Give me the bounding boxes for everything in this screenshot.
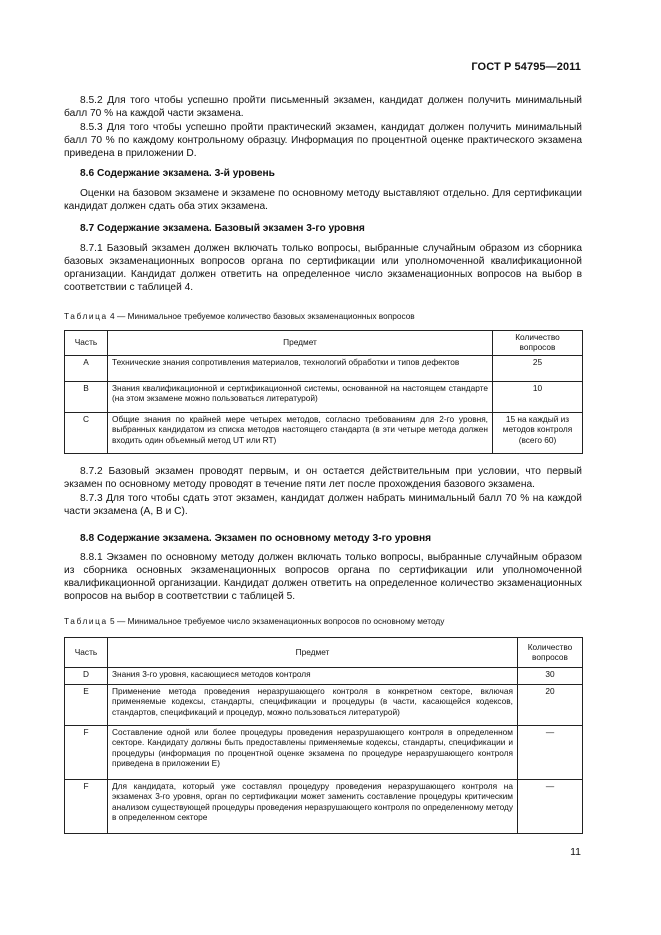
section-heading-8-8: 8.8 Содержание экзамена. Экзамен по основному методу 3-го уровня xyxy=(80,533,432,544)
cell-part: C xyxy=(65,412,108,453)
paragraph-8-7-3 xyxy=(64,492,582,518)
cell-subject: Знания квалификационной и сертификационной системы, основанной на настоящем стандарте (на этом экзамене можно пользоваться литературой) xyxy=(108,381,493,412)
cell-count: 30 xyxy=(518,668,583,685)
paragraph-8-5-3 xyxy=(64,121,582,160)
paragraph-8-7-1 xyxy=(64,242,582,294)
cell-count: 15 на каждый из методов контроля (всего 60) xyxy=(493,412,583,453)
paragraph-8-6 xyxy=(64,187,582,213)
cell-count: 25 xyxy=(493,355,583,381)
section-heading-8-7: 8.7 Содержание экзамена. Базовый экзамен 3-го уровня xyxy=(80,223,365,234)
paragraph-text: 8.7.2 Базовый экзамен проводят первым, и он остается действительным при условии, что первый экзамен по основному методу проводят в течение пяти лет после прохождения базового экзамена. xyxy=(64,466,582,490)
table-row xyxy=(65,355,583,381)
cell-part: E xyxy=(65,685,108,726)
table-row xyxy=(65,726,583,780)
cell-part: D xyxy=(65,668,108,685)
paragraph-text: 8.5.2 Для того чтобы успешно пройти письменный экзамен, кандидат должен получить минимальный балл 70 % на каждой части экзамена. xyxy=(64,95,582,119)
cell-subject: Технические знания сопротивления материалов, технологий обработки и типов дефектов xyxy=(108,355,493,381)
table-row xyxy=(65,780,583,834)
paragraph-8-5-2 xyxy=(64,94,582,120)
caption-label: Таблица xyxy=(64,311,108,321)
cell-subject: Применение метода проведения неразрушающего контроля в конкретном секторе, включая применяемые кодексы, стандарты, спецификации и процедуры (в части, касающейся кодексов, стандартов, спецификаций и процедур, можно пользоваться литературой) xyxy=(108,685,518,726)
table-4 xyxy=(64,330,583,454)
header-count: Количество вопросов xyxy=(518,638,583,668)
caption-label: Таблица xyxy=(64,616,108,626)
paragraph-text: 8.7.1 Базовый экзамен должен включать только вопросы, выбранные случайным образом из сборника базовых экзаменационных вопросов органа по сертификации или уполномоченной квалификационной организации. Кандидат должен ответить на определенное число экзаменационных вопросов на выбор в соответствии с таблицей 4. xyxy=(64,243,582,293)
cell-count: — xyxy=(518,780,583,834)
table-row xyxy=(65,381,583,412)
paragraph-8-7-2 xyxy=(64,465,582,491)
table-row xyxy=(65,668,583,685)
table-row xyxy=(65,412,583,453)
cell-part: F xyxy=(65,726,108,780)
paragraph-8-8-1 xyxy=(64,551,582,603)
cell-count: 10 xyxy=(493,381,583,412)
cell-subject: Для кандидата, который уже составлял процедуру проведения неразрушающего контроля на экзаменах 3-го уровня, орган по сертификации может заменить составление процедуры критическим анализом существующей процедуры проведения неразрушающего контроля по определенному методу в определенном секторе xyxy=(108,780,518,834)
cell-count: — xyxy=(518,726,583,780)
cell-subject: Составление одной или более процедуры проведения неразрушающего контроля в определенном секторе. Кандидату должны быть предоставлены применяемые кодексы, стандарты, спецификации и процедуры (информация по процентной оценке экзамена по процедуре неразрушающего контроля приведена в приложении E) xyxy=(108,726,518,780)
header-subject: Предмет xyxy=(108,638,518,668)
paragraph-text: 8.7.3 Для того чтобы сдать этот экзамен, кандидат должен набрать минимальный балл 70 % на каждой части экзамена (A, B и C). xyxy=(64,493,582,517)
paragraph-text: Оценки на базовом экзамене и экзамене по основному методу выставляют отдельно. Для сертификации кандидат должен сдать оба этих экзамена. xyxy=(64,188,582,212)
table-5-caption xyxy=(64,616,444,627)
caption-text: 4 — Минимальное требуемое количество базовых экзаменационных вопросов xyxy=(110,311,415,321)
table-header-row xyxy=(65,331,583,356)
cell-count: 20 xyxy=(518,685,583,726)
table-header-row xyxy=(65,638,583,668)
page-number: 11 xyxy=(570,846,581,858)
cell-subject: Общие знания по крайней мере четырех методов, согласно требованиям для 2-го уровня, выбранных кандидатом из списка методов настоящего стандарта (в эти четыре метода должен входить один объемный метод UT или RT) xyxy=(108,412,493,453)
paragraph-text: 8.8.1 Экзамен по основному методу должен включать только вопросы, выбранные случайным образом из сборника основных экзаменационных вопросов органа по сертификации или уполномоченной квалификационной организации. Кандидат должен ответить на определенное количество экзаменационных вопросов на выбор в соответствии с таблицей 5. xyxy=(64,552,582,602)
table-row xyxy=(65,685,583,726)
standard-code-header: ГОСТ Р 54795—2011 xyxy=(471,61,581,73)
table-5 xyxy=(64,637,583,834)
section-heading-8-6: 8.6 Содержание экзамена. 3-й уровень xyxy=(80,168,275,179)
header-count: Количество вопросов xyxy=(493,331,583,356)
cell-part: B xyxy=(65,381,108,412)
cell-part: F xyxy=(65,780,108,834)
header-subject: Предмет xyxy=(108,331,493,356)
header-part: Часть xyxy=(65,638,108,668)
cell-part: A xyxy=(65,355,108,381)
table-4-caption xyxy=(64,311,415,322)
paragraph-text: 8.5.3 Для того чтобы успешно пройти практический экзамен, кандидат должен получить минимальный балл 70 % по каждому контрольному образцу. Информация по процентной оценке практического экзамена приведена в приложении D. xyxy=(64,122,582,159)
caption-text: 5 — Минимальное требуемое число экзаменационных вопросов по основному методу xyxy=(110,616,445,626)
cell-subject: Знания 3-го уровня, касающиеся методов контроля xyxy=(108,668,518,685)
header-part: Часть xyxy=(65,331,108,356)
